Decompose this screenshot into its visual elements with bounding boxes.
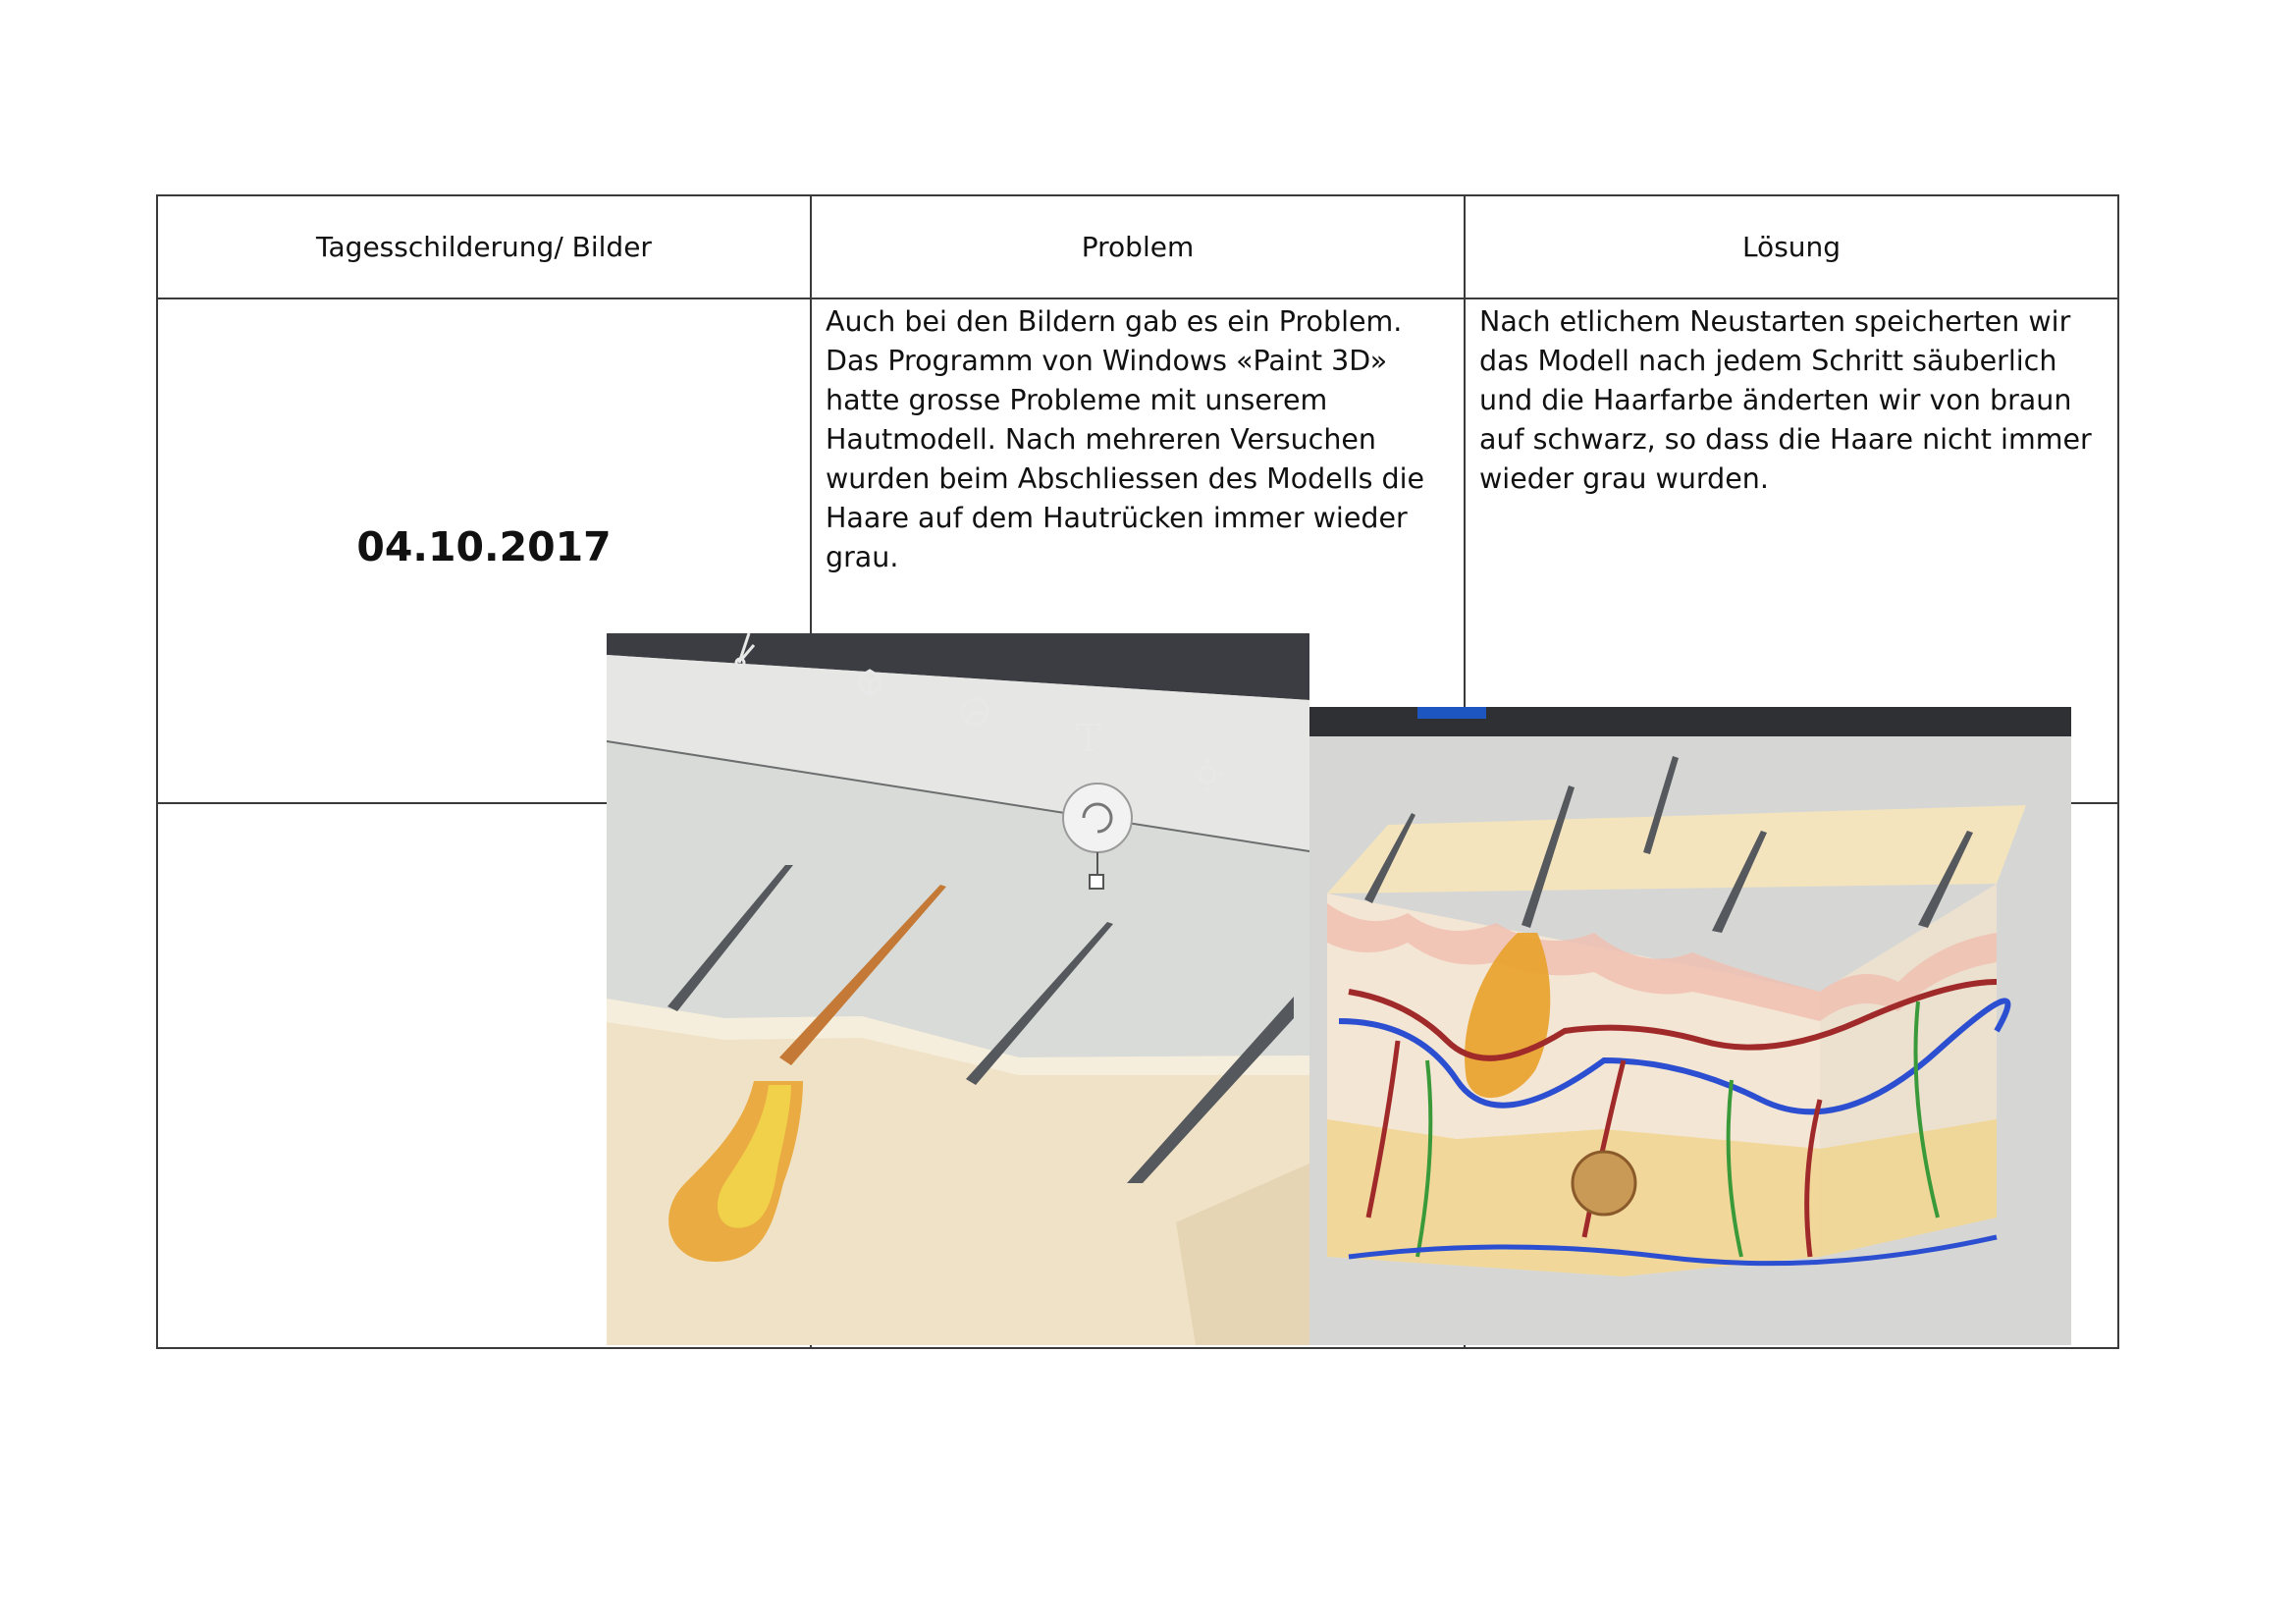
header-day: Tagesschilderung/ Bilder <box>157 195 811 298</box>
skin-model-solution-image <box>1309 707 2071 1345</box>
entry-problem: Auch bei den Bildern gab es ein Problem. Das Programm von Windows «Paint 3D» hatte grosse Probleme mit unserem Hautmodell. Nach mehreren Versuchen wurden beim Abschliessen des Modells die Haare auf dem Hautrücken immer wieder grau. <box>811 298 1465 803</box>
skin-model-problem-image <box>607 633 1309 1345</box>
entry-date: 04.10.2017 <box>356 523 612 570</box>
photo-paint3d-problem <box>607 633 1309 1345</box>
text-tool-icon: T <box>1076 717 1101 760</box>
entry-solution: Nach etlichem Neustarten speicherten wir das Modell nach jedem Schritt säuberlich und die Haarfarbe änderten wir von braun auf schwarz, so dass die Haare nicht immer wieder grau wurden. <box>1465 298 2118 803</box>
header-problem: Problem <box>811 195 1465 298</box>
header-row <box>157 195 2118 298</box>
header-solution: Lösung <box>1465 195 2118 298</box>
sweat-gland <box>1573 1152 1635 1215</box>
photo-skin-model-solution <box>1309 707 2071 1345</box>
